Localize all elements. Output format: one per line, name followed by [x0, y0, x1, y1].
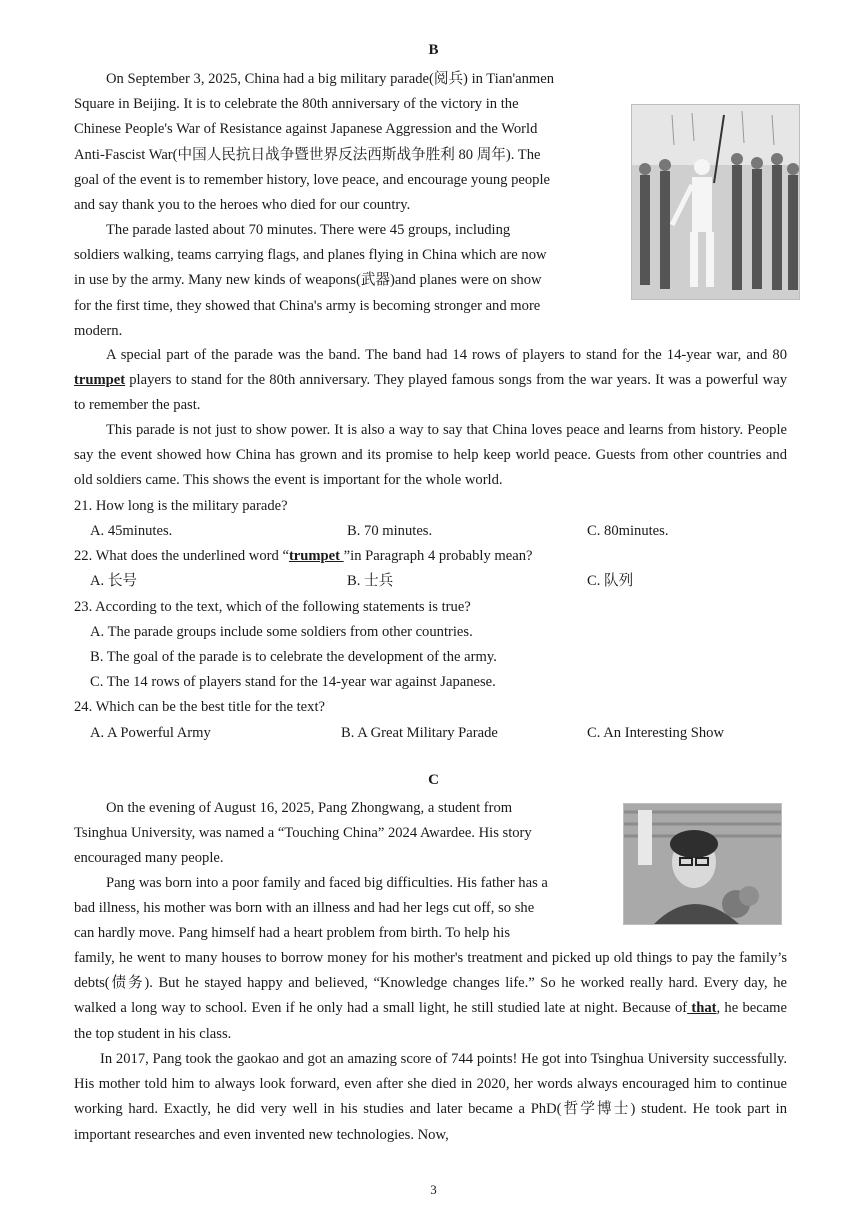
q22-option-b: B. 士兵 — [347, 573, 394, 589]
text-line: modern. — [74, 322, 123, 339]
section-c-paragraph-2-rest — [74, 946, 787, 1047]
text-line: On the evening of August 16, 2025, Pang Zhongwang, a student from — [106, 800, 513, 816]
section-c-paragraph-3: In 2017, Pang took the gaokao and got an amazing score of 744 points! He got into Tsinghua University successfully. His mother told him to always look forward, even after she died in 2020, her words always encouraged him to continue working hard. Exactly, he did very well in his studies and later became a PhD(哲学博士) student. He took part in important researches and even invented new technologies. Now, — [74, 1051, 787, 1143]
text-line: goal of the event is to remember history, love peace, and encourage young people — [74, 171, 551, 188]
q23-option-c: C. The 14 rows of players stand for the 14-year war against Japanese. — [90, 674, 496, 690]
section-b-paragraph-3 — [74, 343, 787, 419]
q24-option-b: B. A Great Military Parade — [341, 725, 498, 741]
text-line: Pang was born into a poor family and faced big difficulties. His father has a — [106, 875, 548, 891]
q21-option-c: C. 80minutes. — [587, 523, 669, 539]
q23-option-a: A. The parade groups include some soldiers from other countries. — [90, 624, 473, 640]
question-24: 24. Which can be the best title for the text? — [74, 699, 325, 715]
q21-option-a: A. 45minutes. — [90, 523, 173, 539]
text-line: The parade lasted about 70 minutes. There were 45 groups, including — [106, 222, 511, 238]
q24-option-c: C. An Interesting Show — [587, 725, 725, 741]
pang-photo — [623, 803, 782, 925]
q21-option-b: B. 70 minutes. — [347, 523, 433, 539]
text-line: soldiers walking, teams carrying flags, and planes flying in China which are now — [74, 247, 547, 264]
text-run: A special part of the parade was the band. The band had 14 rows of players to stand for the 14-year war, and 80 — [106, 347, 787, 363]
question-21: 21. How long is the military parade? — [74, 498, 288, 514]
parade-photo — [631, 104, 800, 300]
text-line: can hardly move. Pang himself had a heart problem from birth. To help his — [74, 925, 511, 942]
section-c-paragraph-2-top — [74, 871, 610, 947]
q23-option-b: B. The goal of the parade is to celebrate the development of the army. — [90, 649, 497, 665]
section-b-paragraph-4: This parade is not just to show power. It is also a way to say that China loves peace and learns from history. People say the event showed how China has grown and its promise to help keep world peace. Guests from other countries and old soldiers came. This shows the event is important for the whole world. — [74, 422, 787, 489]
underlined-word-trumpet: trumpet — [74, 372, 126, 389]
page-number: 3 — [430, 1182, 437, 1197]
q22-option-c: C. 队列 — [587, 573, 634, 589]
underlined-word-that: that — [687, 1000, 717, 1017]
text-line: encouraged many people. — [74, 850, 224, 867]
text-line: On September 3, 2025, China had a big military parade(阅兵) in Tian'anmen — [106, 71, 555, 87]
section-c-heading: C — [428, 772, 439, 788]
text-run: players to stand for the 80th anniversary. They played famous songs from the war years. It was a powerful way to remember the past. — [74, 372, 787, 414]
text-run: , he became the top student in his class. — [74, 1000, 787, 1042]
q22-option-a: A. 长号 — [90, 573, 138, 589]
question-22 — [74, 544, 533, 569]
text-line: for the first time, they showed that China's army is becoming stronger and more — [74, 297, 541, 314]
text-run: ”in Paragraph 4 probably mean? — [343, 548, 533, 564]
underlined-word-trumpet: trumpet — [288, 548, 344, 564]
text-line: bad illness, his mother was born with an illness and had her legs cut off, so she — [74, 900, 535, 917]
text-run: family, he went to many houses to borrow money for his mother's treatment and picked up old things to pay the family’s debts(债务). But he stayed happy and believed, “Knowledge changes life.” So he worked really hard. Every day, he walked a long way to school. Even if he only had a small light, he still studied late at night. Because of — [74, 950, 787, 1017]
question-23: 23. According to the text, which of the following statements is true? — [74, 599, 471, 615]
pang-photo-image — [624, 804, 781, 924]
q24-option-a: A. A Powerful Army — [90, 725, 211, 741]
text-line: Chinese People's War of Resistance against Japanese Aggression and the World — [74, 121, 538, 138]
text-line: Tsinghua University, was named a “Touching China” 2024 Awardee. His story — [74, 825, 532, 842]
section-b-paragraph-2 — [74, 218, 617, 344]
section-b-paragraph-1 — [74, 67, 617, 218]
section-c-paragraph-1 — [74, 796, 610, 872]
text-line: and say thank you to the heroes who died for our country. — [74, 197, 411, 214]
text-run: 22. What does the underlined word “ — [74, 548, 289, 564]
text-line: in use by the army. Many new kinds of weapons(武器)and planes were on show — [74, 272, 542, 289]
parade-photo-image — [632, 105, 799, 299]
text-line: Square in Beijing. It is to celebrate the 80th anniversary of the victory in the — [74, 96, 519, 113]
text-line: Anti-Fascist War(中国人民抗日战争暨世界反法西斯战争胜利 80 周年). The — [74, 146, 541, 163]
section-b-heading: B — [428, 42, 439, 58]
